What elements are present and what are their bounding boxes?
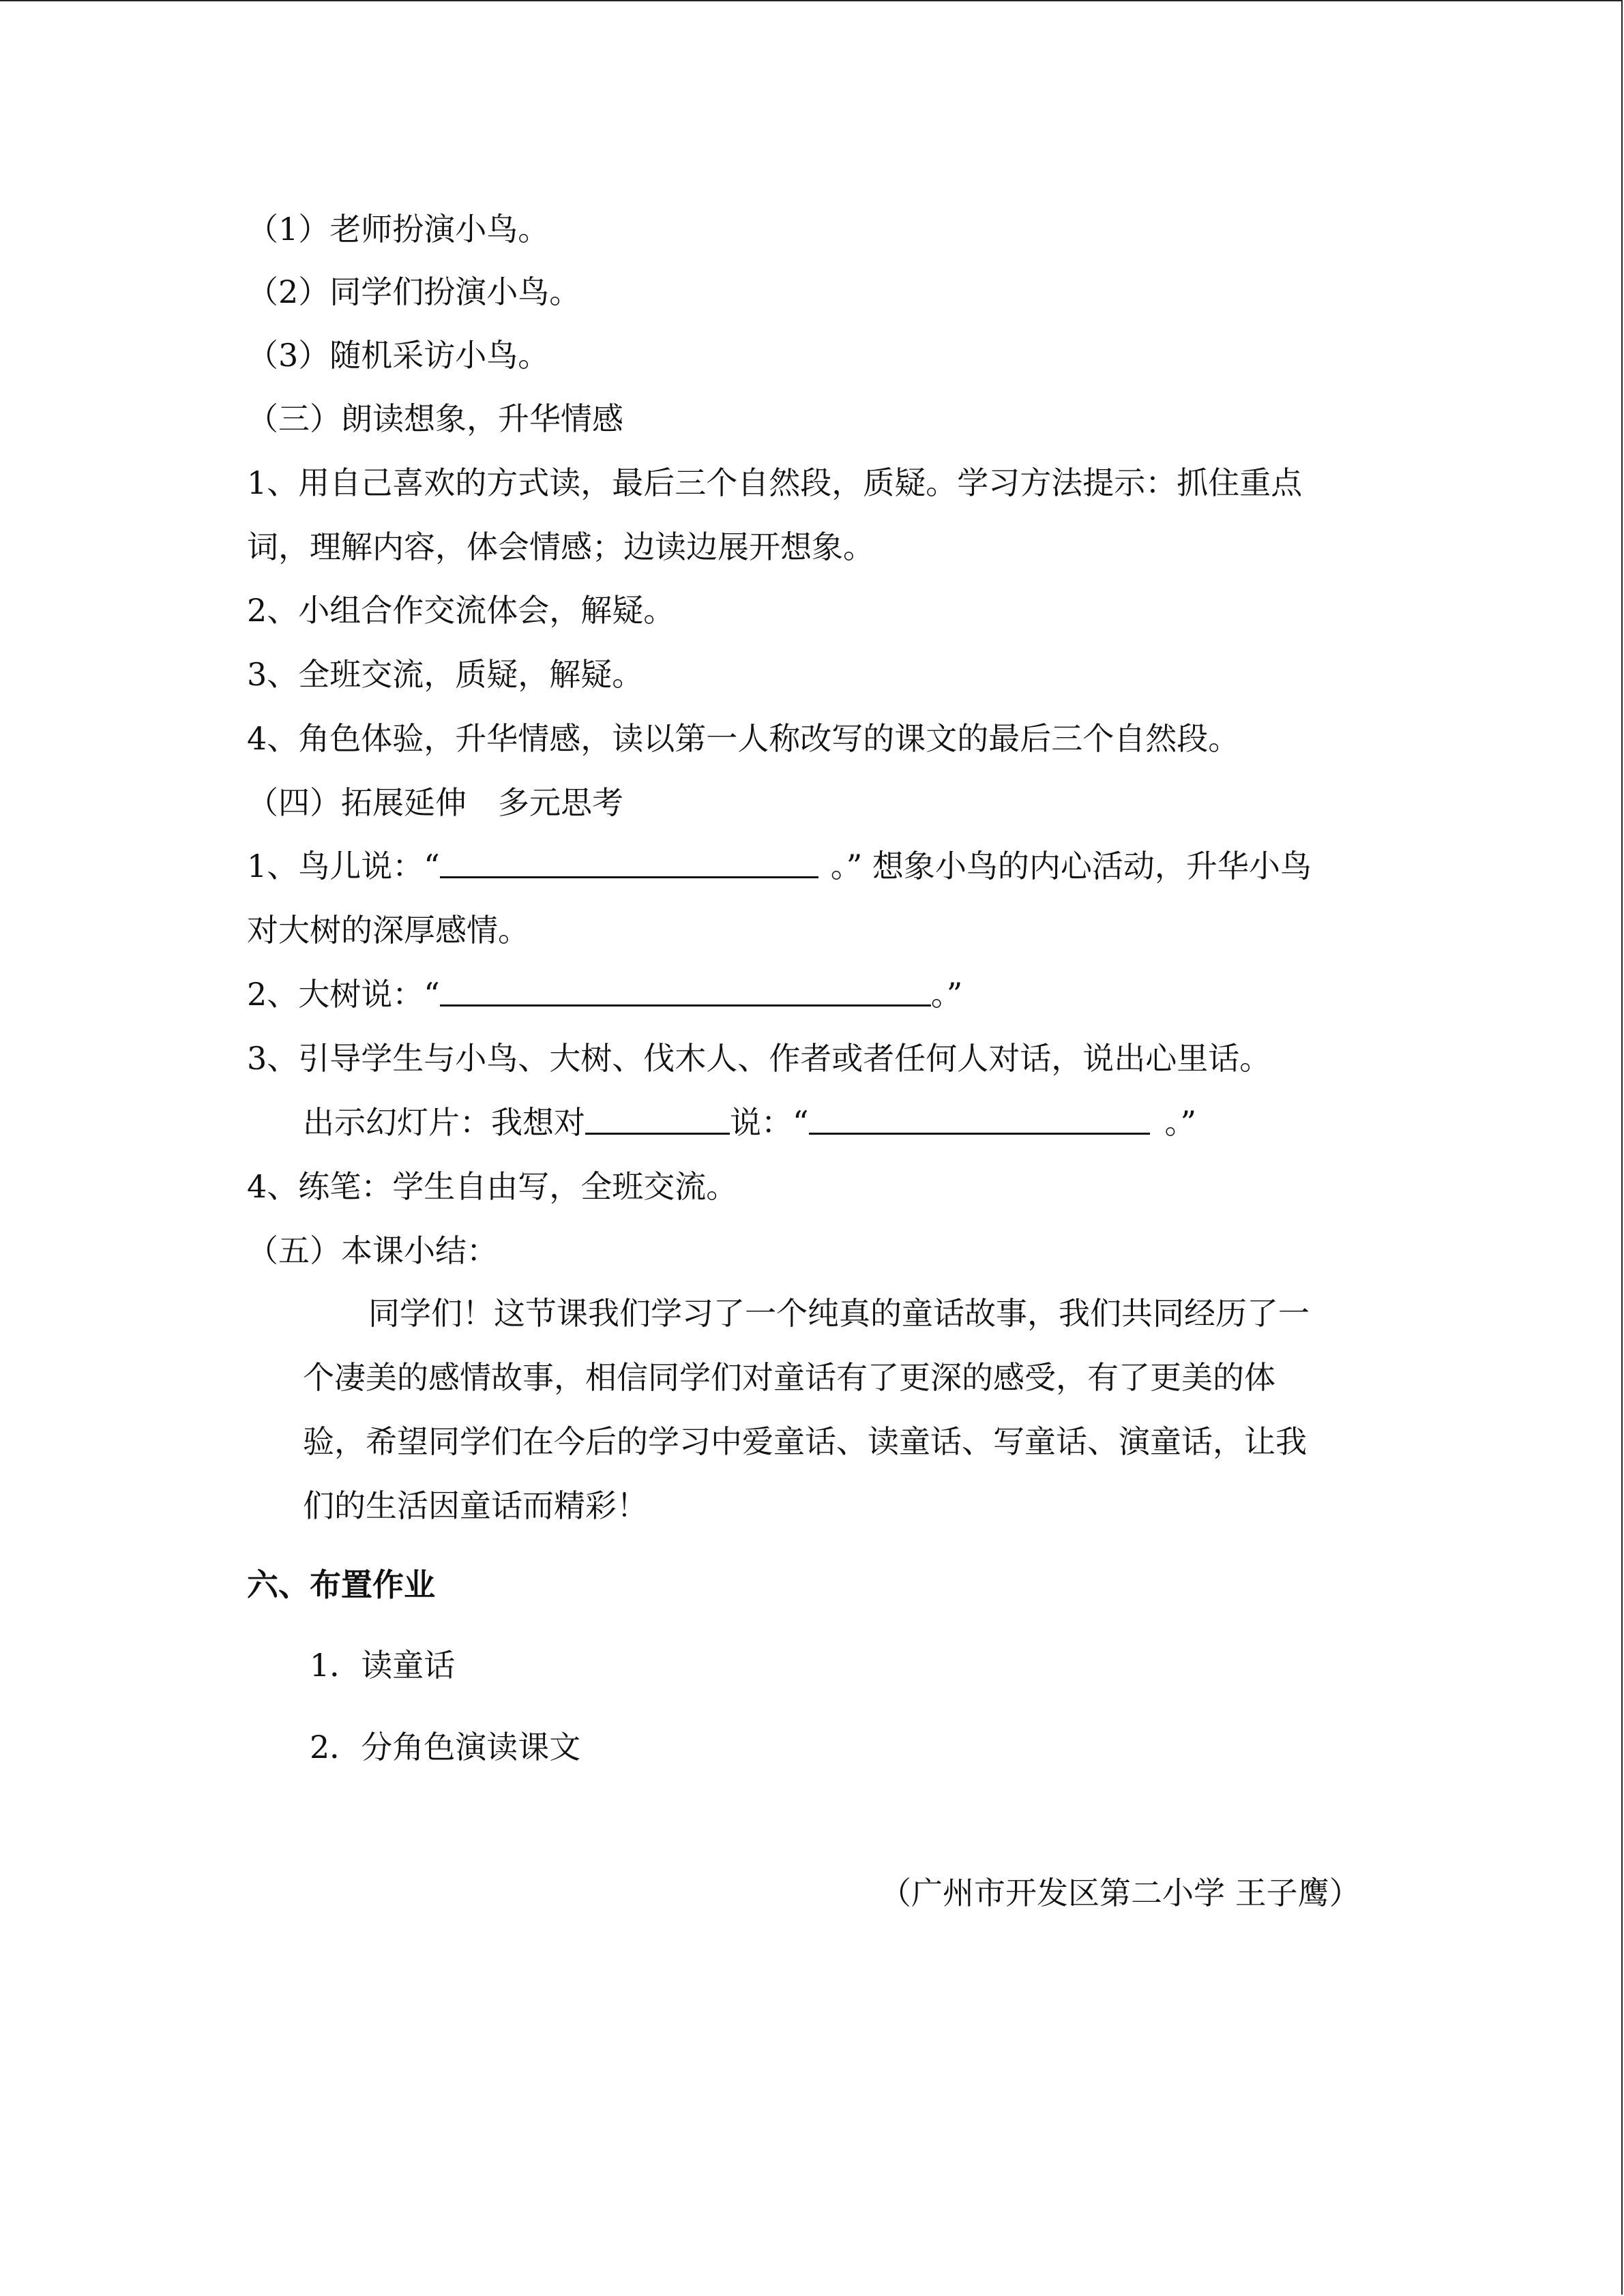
slide-person-blank [585, 1105, 730, 1135]
bird-says-prefix: 1、鸟儿说：“ [247, 848, 440, 884]
summary-line-4: 们的生活因童话而精彩！ [303, 1487, 648, 1524]
line-students-bird: （2）同学们扮演小鸟。 [247, 273, 581, 310]
bird-feeling-line: 对大树的深厚感情。 [247, 912, 529, 949]
slide-prompt-suffix: 。” [1164, 1104, 1197, 1141]
tree-says-line [247, 975, 962, 1013]
homework-item-1: 1．读童话 [310, 1647, 456, 1684]
tree-says-blank [440, 977, 931, 1007]
section-four-heading: （四）拓展延伸 多元思考 [247, 784, 623, 821]
homework-heading: 六、布置作业 [247, 1566, 435, 1603]
paragraph-item-4: 4、角色体验，升华情感，读以第一人称改写的课文的最后三个自然段。 [247, 720, 1240, 757]
slide-prompt-middle: 说：“ [730, 1104, 809, 1141]
bird-says-suffix: 。” 想象小鸟的内心活动，升华小鸟 [830, 848, 1312, 884]
line-teacher-bird: （1）老师扮演小鸟。 [247, 211, 550, 248]
author-signature: （广州市开发区第二小学 王子鹰） [880, 1875, 1361, 1911]
paragraph-item-1a: 1、用自己喜欢的方式读，最后三个自然段，质疑。学习方法提示：抓住重点 [247, 464, 1303, 501]
slide-prompt-line [303, 1103, 1196, 1142]
section-three-heading: （三）朗读想象，升华情感 [247, 400, 623, 437]
bird-says-blank [440, 849, 818, 878]
paragraph-item-2: 2、小组合作交流体会，解疑。 [247, 592, 675, 629]
paragraph-item-1b: 词，理解内容，体会情感；边读边展开想象。 [247, 528, 874, 565]
writing-practice-line: 4、练笔：学生自由写，全班交流。 [247, 1168, 738, 1205]
homework-item-2: 2．分角色演读课文 [310, 1729, 581, 1765]
summary-line-1: 同学们！这节课我们学习了一个纯真的童话故事，我们共同经历了一 [368, 1295, 1310, 1332]
slide-words-blank [809, 1105, 1150, 1135]
summary-line-2: 个凄美的感情故事，相信同学们对童话有了更深的感受，有了更美的体 [303, 1359, 1275, 1396]
bird-says-line [247, 847, 1312, 885]
paragraph-item-3: 3、全班交流，质疑，解疑。 [247, 656, 644, 693]
slide-prompt-prefix: 出示幻灯片：我想对 [303, 1104, 585, 1141]
tree-says-suffix: 。” [930, 976, 963, 1013]
section-five-heading: （五）本课小结： [247, 1232, 498, 1269]
line-interview-bird: （3）随机采访小鸟。 [247, 337, 550, 374]
dialogue-instruction: 3、引导学生与小鸟、大树、伐木人、作者或者任何人对话，说出心里话。 [247, 1040, 1271, 1077]
summary-line-3: 验，希望同学们在今后的学习中爱童话、读童话、写童话、演童话，让我 [303, 1423, 1307, 1460]
tree-says-prefix: 2、大树说：“ [247, 976, 440, 1013]
